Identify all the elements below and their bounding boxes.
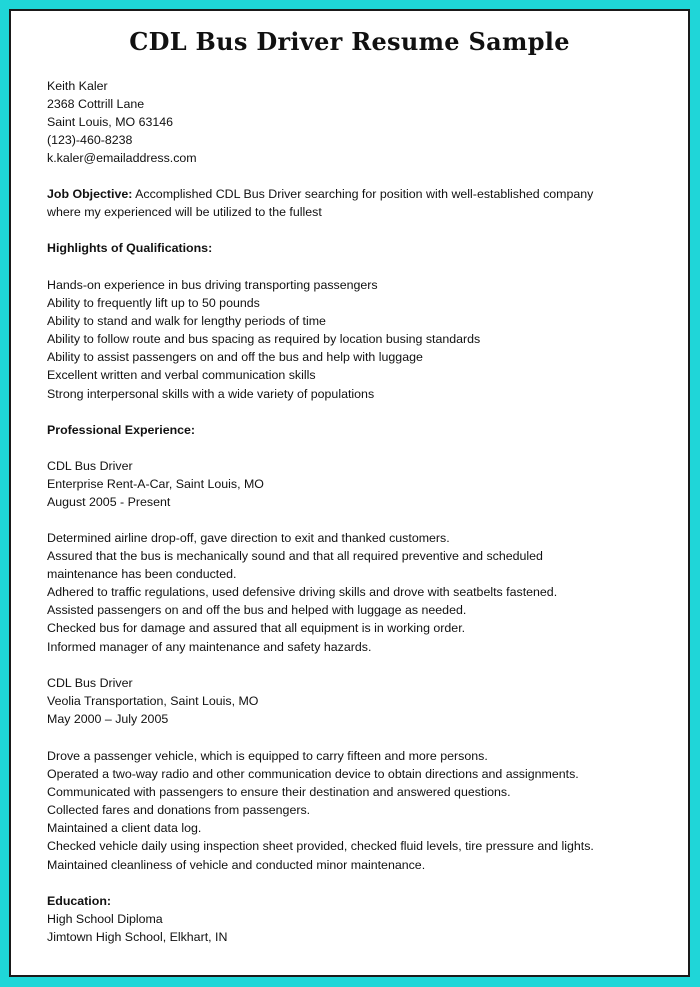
job-title: CDL Bus Driver (47, 676, 133, 690)
duty-line: Assisted passengers on and off the bus and helped with luggage as needed. (47, 603, 467, 618)
objective-section (47, 185, 593, 221)
education-heading: Education: (47, 894, 112, 908)
duty-line: Checked vehicle daily using inspection sheet provided, checked fluid levels, tire pressure and lights. (47, 839, 594, 854)
job-2-header (47, 674, 258, 728)
duty-line: Communicated with passengers to ensure their destination and answered questions. (47, 785, 511, 800)
list-item: Ability to stand and walk for lengthy periods of time (47, 314, 326, 329)
job-dates: August 2005 - Present (47, 495, 171, 510)
duty-line: Determined airline drop-off, gave direction to exit and thanked customers. (47, 531, 450, 545)
education-degree: High School Diploma (47, 912, 163, 926)
list-item: Ability to assist passengers on and off the bus and help with luggage (47, 350, 423, 365)
duty-line: Maintained a client data log. (47, 821, 202, 836)
job-title: CDL Bus Driver (47, 459, 133, 473)
duty-line: maintenance has been conducted. (47, 567, 237, 582)
list-item: Hands-on experience in bus driving transporting passengers (47, 278, 378, 292)
objective-label: Job Objective: (47, 187, 133, 201)
contact-block (47, 77, 197, 167)
contact-name: Keith Kaler (47, 79, 108, 93)
duty-line: Drove a passenger vehicle, which is equipped to carry fifteen and more persons. (47, 749, 488, 763)
contact-city: Saint Louis, MO 63146 (47, 115, 174, 130)
contact-phone: (123)-460-8238 (47, 133, 133, 148)
highlights-heading (47, 239, 212, 257)
education-section (47, 892, 227, 946)
duty-line: Maintained cleanliness of vehicle and conducted minor maintenance. (47, 857, 426, 872)
objective-text-1: Accomplished CDL Bus Driver searching for position with well-established company (132, 187, 594, 201)
highlights-heading-text: Highlights of Qualifications: (47, 241, 213, 255)
job-1-duties (47, 529, 557, 656)
job-company: Enterprise Rent-A-Car, Saint Louis, MO (47, 477, 264, 492)
duty-line: Assured that the bus is mechanically sound and that all required preventive and scheduled (47, 549, 543, 564)
contact-street: 2368 Cottrill Lane (47, 97, 145, 112)
duty-line: Informed manager of any maintenance and safety hazards. (47, 639, 372, 654)
contact-email: k.kaler@emailaddress.com (47, 151, 197, 166)
job-2-duties (47, 747, 594, 874)
duty-line: Collected fares and donations from passengers. (47, 803, 311, 818)
document-border (9, 9, 690, 977)
job-company: Veolia Transportation, Saint Louis, MO (47, 694, 259, 709)
experience-heading-text: Professional Experience: (47, 423, 196, 437)
duty-line: Checked bus for damage and assured that all equipment is in working order. (47, 621, 466, 636)
highlights-list (47, 276, 480, 403)
list-item: Excellent written and verbal communication skills (47, 368, 316, 383)
job-dates: May 2000 – July 2005 (47, 712, 169, 727)
resume-title: CDL Bus Driver Resume Sample (129, 27, 570, 56)
education-school: Jimtown High School, Elkhart, IN (47, 930, 228, 945)
objective-text-2: where my experienced will be utilized to the fullest (47, 205, 322, 220)
list-item: Ability to follow route and bus spacing as required by location busing standards (47, 332, 481, 347)
list-item: Ability to frequently lift up to 50 pounds (47, 296, 260, 311)
job-1-header (47, 457, 264, 511)
duty-line: Operated a two-way radio and other communication device to obtain directions and assignments. (47, 767, 579, 782)
objective-line-1 (47, 185, 593, 203)
list-item: Strong interpersonal skills with a wide variety of populations (47, 386, 375, 401)
duty-line: Adhered to traffic regulations, used defensive driving skills and drove with seatbelts fastened. (47, 585, 558, 600)
experience-heading (47, 421, 195, 439)
